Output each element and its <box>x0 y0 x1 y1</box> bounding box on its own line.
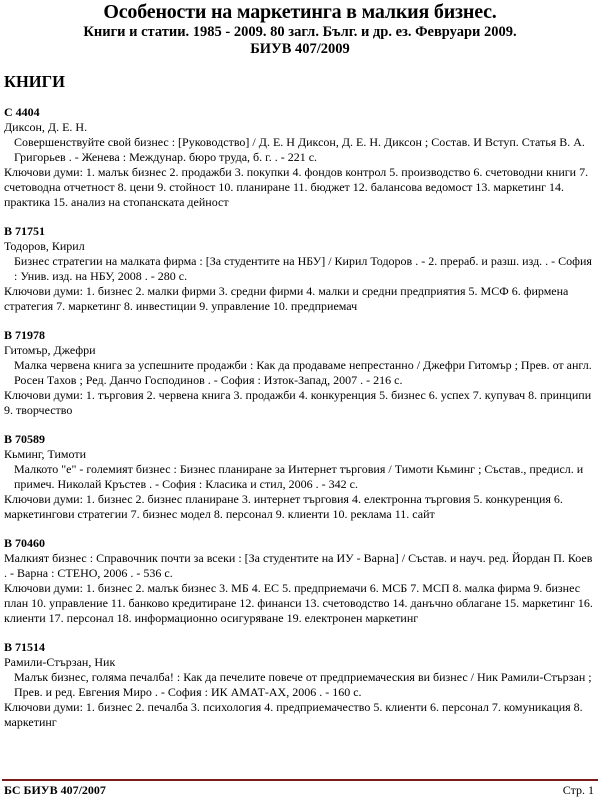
entry-keywords: Ключови думи: 1. търговия 2. червена книга 3. продажби 4. конкуренция 5. бизнес 6. успех 7. купувач 8. принципи 9. творчество <box>4 388 592 417</box>
entry-list <box>4 105 594 744</box>
entry-keywords: Ключови думи: 1. бизнес 2. малък бизнес 3. МБ 4. ЕС 5. предприемачи 6. МСБ 7. МСП 8. малка фирма 9. бизнес план 10. управление 11. банково кредитиране 12. финанси 13. счетоводство 14. данъчно облагане 15. маркетинг 16. клиенти 17. персонал 18. информационно осигуряване 19. електронен маркетинг <box>4 581 593 625</box>
entry-author: Рамили-Стързан, Ник <box>4 655 116 669</box>
page-footer <box>4 783 594 798</box>
entry-description: Малък бизнес, голяма печалба! : Как да печелите повече от предприемаческия ви бизнес / Ник Рамили-Стързан ; Прев. и ред. Евгения Миро . - София : ИК АМАТ-АХ, 2006 . - 160 с. <box>14 670 592 699</box>
entry-author: Кьминг, Тимоти <box>4 447 87 461</box>
entry-author: Диксон, Д. Е. Н. <box>4 120 88 134</box>
entry-code: В 70460 <box>4 536 46 550</box>
entry-code: В 71751 <box>4 224 46 238</box>
entry-code: В 70589 <box>4 432 46 446</box>
document-subtitle: Книги и статии. 1985 - 2009. 80 загл. Бълг. и др. ез. Февруари 2009. <box>83 24 517 40</box>
entry-keywords: Ключови думи: 1. малък бизнес 2. продажби 3. покупки 4. фондов контрол 5. производство 6. счетоводни книги 7. счетоводна отчетност 8. цени 9. стойност 10. планиране 11. бюджет 12. балансова ведомост 13. маркетинг 14. практика 15. анализ на стопанската дейност <box>4 165 589 209</box>
list-item <box>4 432 594 522</box>
section-title: КНИГИ <box>4 72 65 91</box>
entry-code: В 71978 <box>4 328 46 342</box>
entry-code: В 71514 <box>4 640 46 654</box>
entry-description: Совершенствуйте свой бизнес : [Руководство] / Д. Е. Н Диксон, Д. Е. Н. Диксон ; Состав. И Вступ. Статья В. А. Григорьев . - Женева : Междунар. бюро труда, б. г. . - 221 с. <box>14 135 585 164</box>
list-item <box>4 105 594 210</box>
entry-keywords: Ключови думи: 1. бизнес 2. бизнес планиране 3. интернет търговия 4. електронна търговия 5. конкуренция 6. маркетингови стратегии 7. бизнес модел 8. персонал 9. клиенти 10. реклама 11. сайт <box>4 492 563 521</box>
entry-keywords: Ключови думи: 1. бизнес 2. печалба 3. психология 4. предприемачество 5. клиенти 6. персонал 7. комуникация 8. маркетинг <box>4 700 583 729</box>
entry-code: С 4404 <box>4 105 40 119</box>
entry-keywords: Ключови думи: 1. бизнес 2. малки фирми 3. средни фирми 4. малки и средни предприятия 5. МСФ 6. фирмена стратегия 7. маркетинг 8. инвестиции 9. управление 10. предприемач <box>4 284 569 313</box>
list-item <box>4 640 594 730</box>
entry-description: Малкият бизнес : Справочник почти за всеки : [За студентите на ИУ - Варна] / Състав. и науч. ред. Йордан П. Коев . - Варна : СТЕНО, 2006 . - 536 с. <box>4 551 593 580</box>
entry-description: Малкото "е" - големият бизнес : Бизнес планиране за Интернет търговия / Тимоти Кьминг ; Състав., предисл. и примеч. Николай Кръстев . - София : Класика и стил, 2006 . - 342 с. <box>14 462 584 491</box>
entry-description: Малка червена книга за успешните продажби : Как да продаваме непрестанно / Джефри Гитомър ; Прев. от англ. Росен Тахов ; Ред. Данчо Господинов . - София : Изток-Запад, 2007 . - 216 с. <box>14 358 592 387</box>
footer-reference: БС БИУВ 407/2007 <box>4 783 106 797</box>
entry-author: Тодоров, Кирил <box>4 239 85 253</box>
list-item <box>4 536 594 626</box>
document-header <box>0 0 600 58</box>
footer-divider <box>2 779 598 781</box>
page-number: Стр. 1 <box>562 783 594 797</box>
document-biuv-number: БИУВ 407/2009 <box>250 41 350 57</box>
list-item <box>4 224 594 314</box>
entry-description: Бизнес стратегии на малката фирма : [За студентите на НБУ] / Кирил Тодоров . - 2. прераб. и разш. изд. . - София : Унив. изд. на НБУ, 2008 . - 280 с. <box>14 254 592 283</box>
list-item <box>4 328 594 418</box>
entry-author: Гитомър, Джефри <box>4 343 96 357</box>
document-title: Особености на маркетинга в малкия бизнес. <box>103 1 497 23</box>
